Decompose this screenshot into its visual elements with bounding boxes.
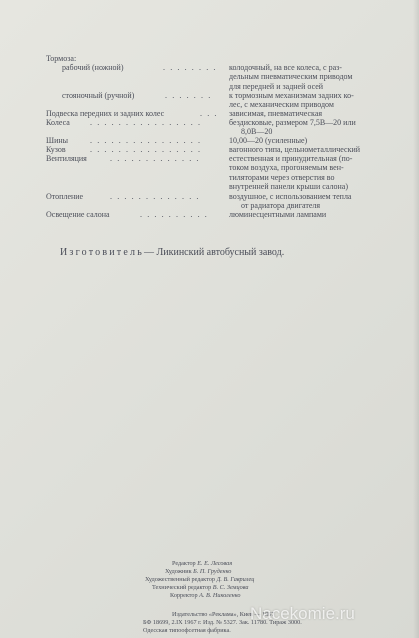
body-value: вагонного типа, цельнометаллический <box>229 145 361 154</box>
site-watermark: Nacekomie.ru <box>250 604 355 623</box>
value-line: естественная и принудительная (по- <box>229 154 353 163</box>
credit-artist <box>165 568 231 576</box>
leader-dots: . . . . . . . <box>165 91 212 100</box>
value-line: током воздуха, прогоняемым вен- <box>229 163 344 173</box>
leader-dots: . . . . . . . . <box>163 63 217 72</box>
value-line: для передней и задней осей <box>229 81 324 91</box>
brake-park-value <box>229 91 389 110</box>
value-line: от радиатора двигателя <box>241 201 321 211</box>
print-details-line: БФ 18699, 2.IX 1967 г. Изд. № 5327. Зак. 11780. Тираж 3000. <box>143 619 302 626</box>
publisher-line: Издательство «Реклама», Киев — 1967 <box>172 611 275 618</box>
brake-work-label: рабочий (ножной) <box>62 63 124 72</box>
manufacturer-line <box>60 247 284 258</box>
suspension-value: зависимая, пневматическая <box>229 109 323 118</box>
lighting-value: люминесцентными лампами <box>229 210 327 219</box>
brake-park-label: стояночный (ручной) <box>62 91 135 100</box>
leader-dots: . . . <box>200 109 218 118</box>
credit-name: Д. В. Гаврилец <box>216 576 255 583</box>
credit-name: А. В. Николенко <box>199 592 241 599</box>
tires-label: Шины <box>46 136 69 145</box>
value-line: к тормозным механизмам задних ко- <box>229 91 354 100</box>
credit-role: Технический редактор <box>152 584 212 591</box>
lighting-label: Освещение салона <box>46 210 110 219</box>
leader-dots: . . . . . . . . . . . . . . . . <box>90 145 202 154</box>
suspension-label: Подвеска передних и задних колес <box>46 109 165 118</box>
credit-art-editor <box>145 576 254 584</box>
wheels-value <box>229 118 389 137</box>
heating-value <box>229 192 389 211</box>
body-label: Кузов <box>46 145 66 154</box>
credit-role: Художник <box>165 568 192 575</box>
tires-value: 10,00—20 (усиленные) <box>229 136 308 145</box>
credit-corrector <box>170 592 240 600</box>
manufacturer-label: Изготовитель <box>60 247 144 258</box>
credit-name: Б. П. Груденко <box>193 568 232 575</box>
credit-name: Е. Е. Лесовая <box>197 560 233 567</box>
value-line: лес, с механическим приводом <box>229 100 334 110</box>
credit-role: Художественный редактор <box>145 576 215 583</box>
leader-dots: . . . . . . . . . . . . . . . . <box>90 136 202 145</box>
ventilation-value <box>229 154 389 192</box>
leader-dots: . . . . . . . . . . . . . <box>110 192 200 201</box>
printer-line: Одесская типоофсетная фабрика. <box>143 627 231 634</box>
credit-name: В. С. Земцова <box>212 584 249 591</box>
value-line: бездисковые, размером 7,5В—20 или <box>229 118 356 127</box>
leader-dots: . . . . . . . . . . <box>140 210 209 219</box>
value-line: колодочный, на все колеса, с раз- <box>229 63 342 72</box>
value-line: 8,0В—20 <box>241 127 273 137</box>
value-line: воздушное, с использованием тепла <box>229 192 352 201</box>
brake-work-value <box>229 63 389 91</box>
heating-label: Отопление <box>46 192 84 201</box>
leader-dots: . . . . . . . . . . . . . <box>110 154 200 163</box>
credit-role: Корректор <box>170 592 198 599</box>
credit-editor <box>172 560 232 568</box>
wheels-label: Колеса <box>46 118 70 127</box>
value-line: дельным пневматическим приводом <box>229 72 353 82</box>
credit-tech-editor <box>152 584 249 592</box>
credit-role: Редактор <box>172 560 196 567</box>
ventilation-label: Вентиляция <box>46 154 87 163</box>
value-line: тиляторами через отверстия во <box>229 172 335 182</box>
brakes-heading: Тормоза: <box>46 54 77 63</box>
leader-dots: . . . . . . . . . . . . . . . . <box>90 118 202 127</box>
value-line: внутренней панели крыши салона) <box>229 182 348 192</box>
manufacturer-name: — Ликинский автобусный завод. <box>143 247 285 258</box>
page-edge-shadow <box>413 0 419 638</box>
